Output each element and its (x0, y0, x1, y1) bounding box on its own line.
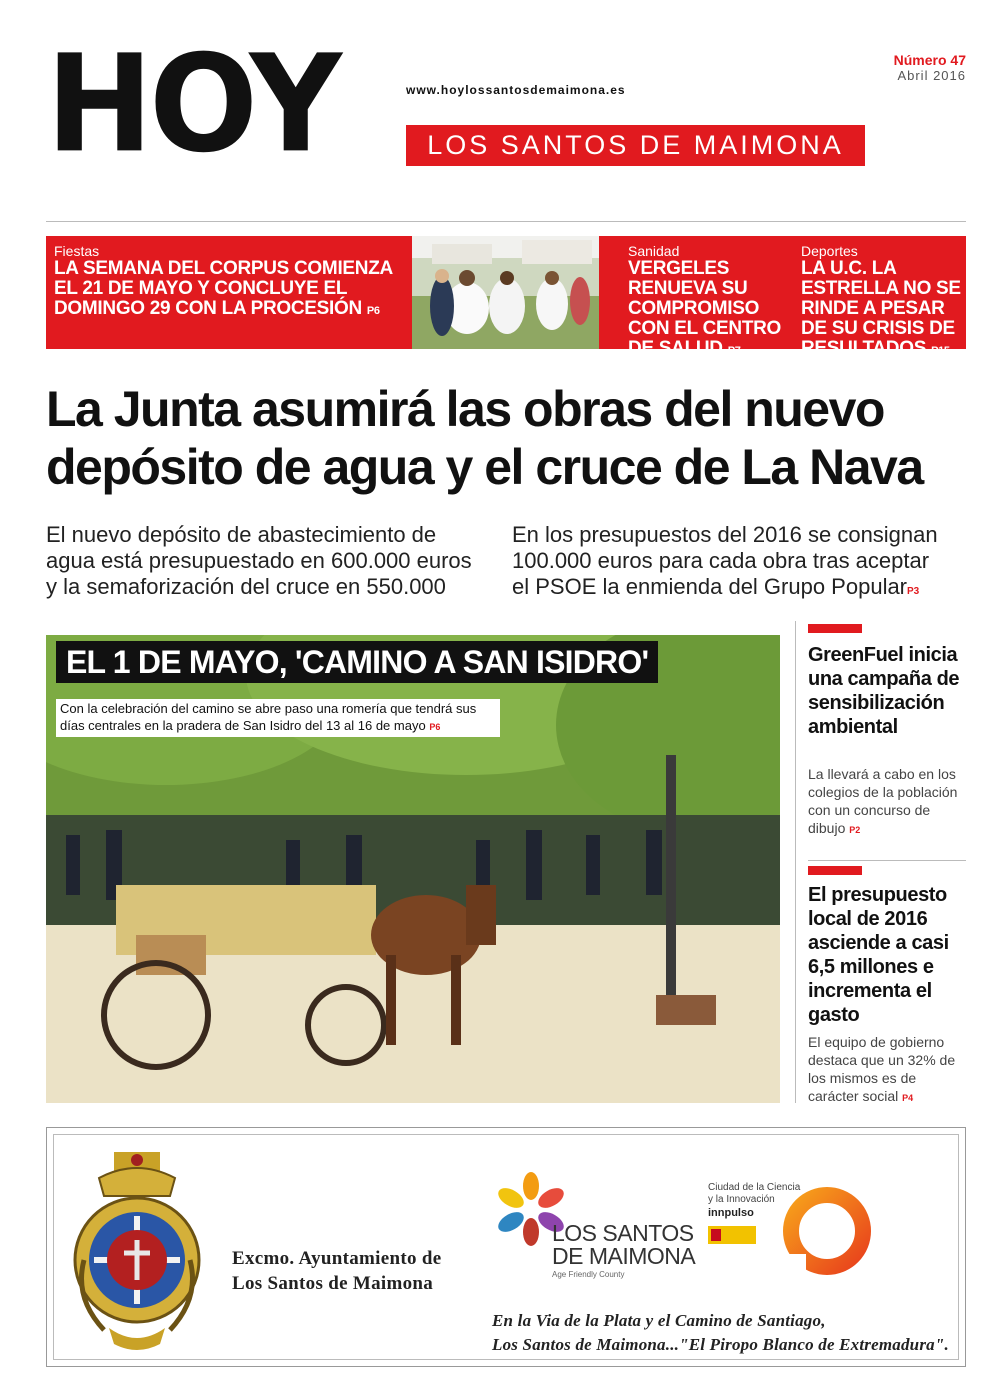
edition-name: LOS SANTOS DE MAIMONA (427, 130, 844, 160)
advert-slogan (492, 1309, 949, 1357)
slogan-line-1: En la Via de la Plata y el Camino de Santiago, (492, 1311, 826, 1330)
red-marker (808, 624, 862, 633)
coat-of-arms-icon (64, 1148, 210, 1358)
top-story-sanidad[interactable] (628, 243, 788, 361)
sidebar-body (808, 765, 968, 839)
website-url[interactable]: www.hoylossantosdemaimona.es (406, 83, 626, 97)
slogan-line-2: Los Santos de Maimona..."El Piropo Blanco de Extremadura". (492, 1335, 949, 1354)
brand-logo (552, 1222, 695, 1279)
section-label: Sanidad (628, 243, 680, 259)
section-label: Fiestas (54, 243, 100, 259)
body-text: La llevará a cabo en los colegios de la población con un concurso de dibujo (808, 766, 958, 836)
innpulso-line-2: y la Innovación (708, 1194, 775, 1205)
page-ref: P3 (907, 586, 920, 597)
brand-line-2: DE MAIMONA (552, 1243, 696, 1269)
lead-subhead-left: El nuevo depósito de abastecimiento de agua está presupuestado en 600.000 euros y la semaforización del cruce en 550.000 (46, 522, 472, 599)
page-ref: P6 (429, 722, 441, 732)
council-line-2: Los Santos de Maimona (232, 1273, 434, 1294)
issue-date: Abril 2016 (897, 68, 966, 83)
edition-banner (406, 125, 865, 166)
body-text: El equipo de gobierno destaca que un 32% de los mismos es de carácter social (808, 1034, 956, 1104)
divider (46, 221, 966, 222)
top-story-fiestas[interactable] (54, 243, 399, 321)
newspaper-logo: HOY (46, 26, 339, 183)
innpulso-brand: innpulso (708, 1207, 754, 1219)
council-line-1: Excmo. Ayuntamiento de (232, 1248, 442, 1269)
sidebar-story-greenfuel[interactable] (808, 624, 968, 839)
page-ref: P2 (849, 825, 861, 835)
story-headline: LA U.C. LA ESTRELLA NO SE RINDE A PESAR DE SU CRISIS DE RESULTADOS (801, 258, 961, 359)
issue-number: Número 47 (893, 52, 966, 68)
innpulso-ring-icon (780, 1184, 874, 1278)
page-ref: P4 (902, 1093, 914, 1103)
sidebar-body (808, 1033, 968, 1107)
page-ref: P6 (366, 305, 380, 317)
lead-subhead-right (512, 522, 942, 605)
council-name (232, 1246, 441, 1296)
column-divider (795, 621, 796, 1103)
page-ref: P7 (727, 345, 741, 357)
sidebar-headline: El presupuesto local de 2016 asciende a casi 6,5 millones e incrementa el gasto (808, 884, 949, 1026)
story-headline: VERGELES RENUEVA SU COMPROMISO CON EL CENTRO DE SALUD (628, 258, 782, 359)
brand-line-1: LOS SANTOS (552, 1220, 694, 1246)
top-story-deportes[interactable] (801, 243, 961, 361)
sidebar-story-presupuesto[interactable] (808, 866, 968, 1107)
innpulso-line-1: Ciudad de la Ciencia (708, 1182, 801, 1193)
sidebar-headline: GreenFuel inicia una campaña de sensibilización ambiental (808, 644, 960, 738)
story-headline: LA SEMANA DEL CORPUS COMIENZA EL 21 DE MAYO Y CONCLUYE EL DOMINGO 29 CON LA PROCESIÓN (54, 258, 393, 319)
procession-image (412, 236, 599, 349)
subhead-text: En los presupuestos del 2016 se consignan 100.000 euros para cada obra tras aceptar el PSOE la enmienda del Grupo Popular (512, 522, 938, 599)
page-ref: P15 (931, 345, 950, 357)
photo-story-title[interactable]: EL 1 DE MAYO, 'CAMINO A SAN ISIDRO' (56, 641, 658, 683)
spain-gov-flag-icon (708, 1226, 756, 1244)
photo-caption (56, 699, 500, 737)
issue-info (894, 52, 966, 83)
caption-text: Con la celebración del camino se abre paso una romería que tendrá sus días centrales en la pradera de San Isidro del 13 al 16 de mayo (60, 701, 477, 733)
divider (808, 860, 966, 861)
brand-tagline: Age Friendly County (552, 1270, 625, 1279)
section-label: Deportes (801, 243, 858, 259)
lead-headline[interactable]: La Junta asumirá las obras del nuevo depósito de agua y el cruce de La Nava (46, 381, 923, 495)
procession-photo (412, 236, 599, 349)
red-marker (808, 866, 862, 875)
